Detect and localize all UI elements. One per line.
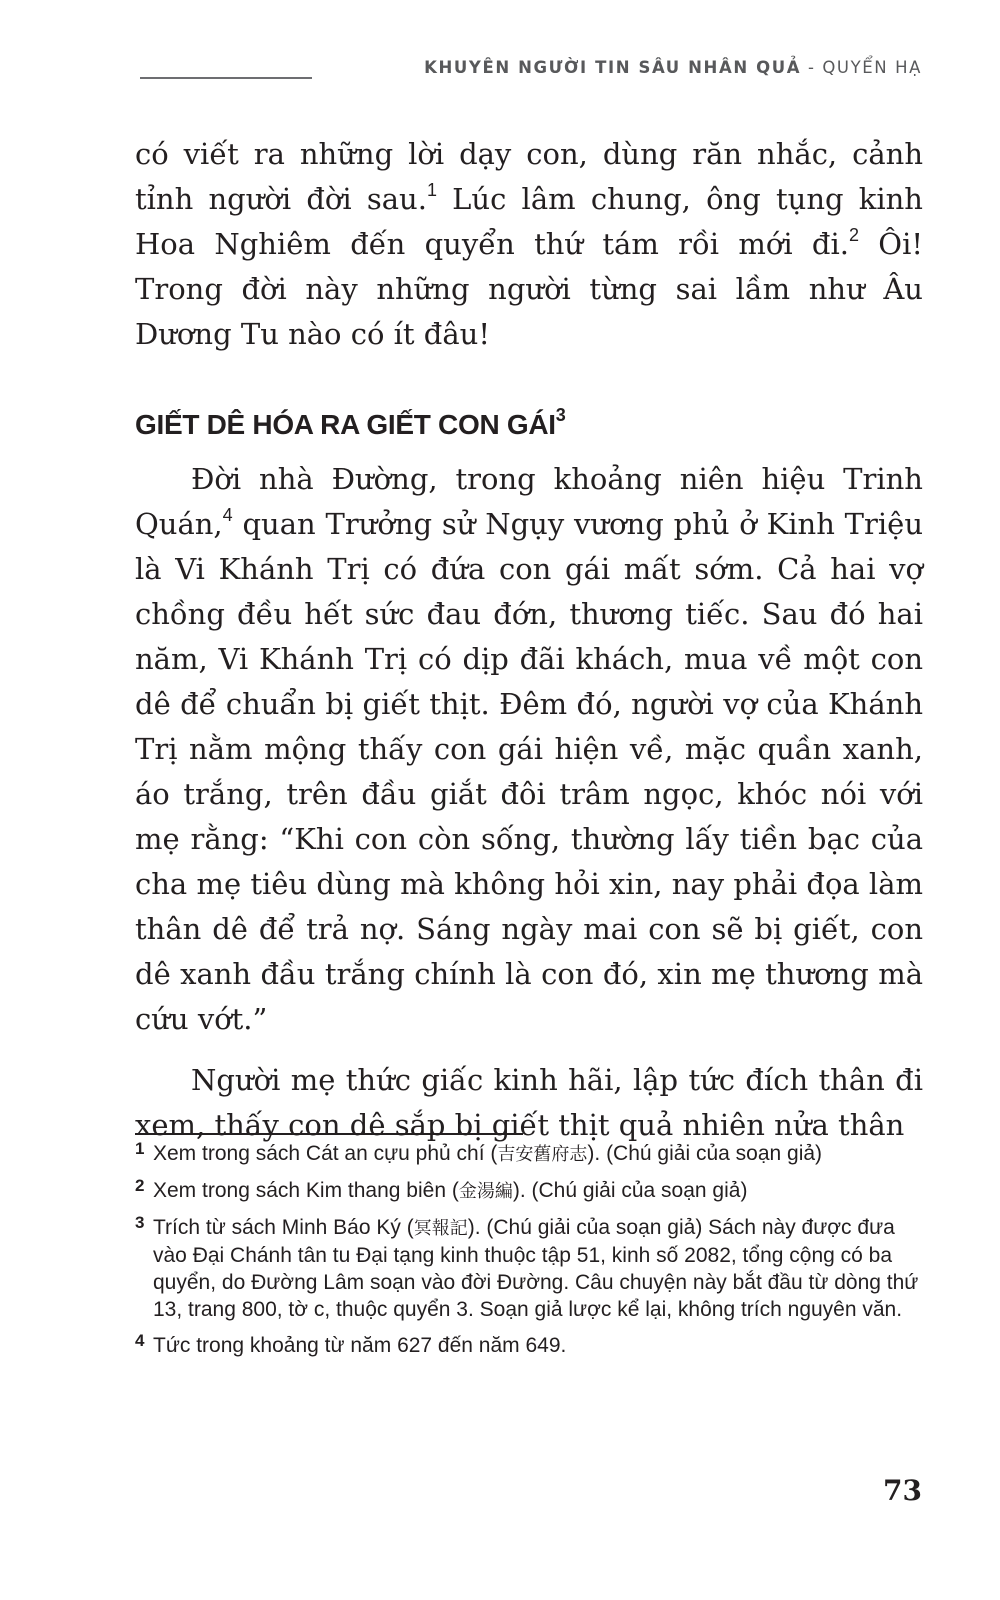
section-title: GIẾT DÊ HÓA RA GIẾT CON GÁI (135, 409, 556, 440)
footnote-1 (135, 1140, 923, 1168)
footnote-text: ). (Chú giải của soạn giả) Sách này được đưa vào Đại Chánh tân tu Đại tạng kinh thuộc tập 51, kinh số 2082, tổng cộng có ba quyển, do Đường Lâm soạn vào đời Đường. Câu chuyện này bắt đầu từ dòng thứ 13, trang 800, tờ c, thuộc quyển 3. Soạn giả lược kể lại, không trích nguyên văn. (153, 1216, 919, 1321)
footnote-ref-1: 1 (426, 180, 437, 200)
footnote-number: 1 (135, 1139, 145, 1158)
footnote-rule (135, 1133, 523, 1135)
footnote-ref-2: 2 (848, 225, 859, 245)
header-rule (140, 77, 312, 79)
story-text-2: quan Trưởng sử Ngụy vương phủ ở Kinh Triệu là Vi Khánh Trị có đứa con gái mất sớm. Cả hai vợ chồng đều hết sức đau đớn, thương tiếc. Sau đó hai năm, Vi Khánh Trị có dịp đãi khách, mua về một con dê để chuẩn bị giết thịt. Đêm đó, người vợ của Khánh Trị nằm mộng thấy con gái hiện về, mặc quần xanh, áo trắng, trên đầu giắt đôi trâm ngọc, khóc nói với mẹ rằng: “Khi con còn sống, thường lấy tiền bạc của cha mẹ tiêu dùng mà không hỏi xin, nay phải đọa làm thân dê để trả nợ. Sáng ngày mai con sẽ bị giết, con dê xanh đầu trắng chính là con đó, xin mẹ thương mà cứu vớt.” (135, 507, 923, 1036)
footnote-chinese: 吉安舊府志 (497, 1144, 588, 1165)
header-text (424, 58, 922, 77)
footnote-2 (135, 1177, 923, 1205)
footnote-3 (135, 1214, 923, 1323)
footnote-chinese: 金湯編 (458, 1181, 513, 1202)
footnote-text: ). (Chú giải của soạn giả) (587, 1142, 823, 1165)
section-heading (135, 403, 923, 447)
footnote-4 (135, 1332, 923, 1360)
footnote-number: 2 (135, 1176, 145, 1195)
intro-text-2: Lúc lâm chung, ông tụng kinh Hoa Nghiêm đến quyển thứ tám rồi mới đi. (135, 182, 923, 261)
intro-text-3: Ôi! Trong đời này những người từng sai lầm như Âu Dương Tu nào có ít đâu! (135, 227, 924, 351)
main-text (135, 132, 923, 1148)
footnote-number: 3 (135, 1213, 145, 1232)
book-title: KHUYÊN NGƯỜI TIN SÂU NHÂN QUẢ (424, 58, 802, 77)
story-text-1: Đời nhà Đường, trong khoảng niên hiệu Trinh Quán, (135, 462, 923, 541)
footnote-text: Xem trong sách Kim thang biên ( (153, 1179, 459, 1202)
footnote-text: Xem trong sách Cát an cựu phủ chí ( (153, 1142, 498, 1165)
header-separator: - (801, 58, 823, 77)
intro-text-1: có viết ra những lời dạy con, dùng răn nhắc, cảnh tỉnh người đời sau. (135, 137, 923, 216)
footnote-number: 4 (135, 1331, 145, 1350)
footnote-ref-3: 3 (555, 405, 566, 425)
volume-label: QUYỂN HẠ (822, 58, 922, 77)
footnote-text: Trích từ sách Minh Báo Ký ( (153, 1216, 414, 1239)
running-header (140, 58, 922, 88)
footnotes (135, 1140, 923, 1369)
footnote-text: Tức trong khoảng từ năm 627 đến năm 649. (153, 1334, 567, 1357)
footnote-text: ). (Chú giải của soạn giả) (512, 1179, 748, 1202)
footnote-chinese: 冥報記 (413, 1218, 468, 1239)
story-paragraph-1 (135, 457, 923, 1042)
story-paragraph-2: Người mẹ thức giấc kinh hãi, lập tức đích thân đi xem, thấy con dê sắp bị giết thịt quả nhiên nửa thân (135, 1063, 923, 1142)
page-number: 73 (883, 1474, 922, 1507)
footnote-ref-4: 4 (222, 505, 233, 525)
intro-paragraph (135, 132, 923, 357)
